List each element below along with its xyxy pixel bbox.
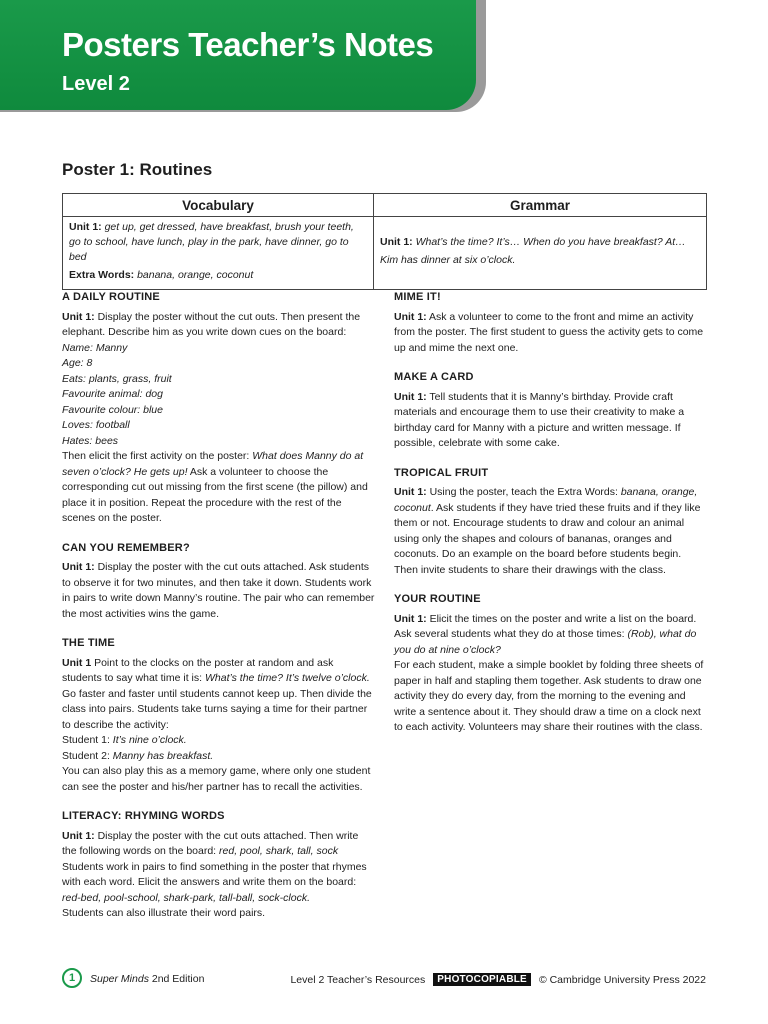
section-heading: TROPICAL FRUIT bbox=[394, 466, 489, 479]
section-heading: LITERACY: RHYMING WORDS bbox=[62, 810, 225, 822]
cue-age: Age: 8 bbox=[62, 357, 93, 369]
daily-intro bbox=[62, 310, 375, 341]
daily-p2-italic: What does Manny do at seven o’clock? He gets up! bbox=[62, 450, 364, 478]
unit-label: Unit 1: bbox=[394, 310, 427, 323]
brand-name: Super Minds bbox=[90, 973, 149, 985]
vocab-unit-line bbox=[69, 220, 367, 265]
time-text-a: Point to the clocks on the poster at random and ask students to say what time it is: bbox=[62, 656, 334, 684]
unit-label: Unit 1: bbox=[62, 561, 95, 573]
cue-loves: Loves: football bbox=[62, 419, 130, 431]
unit-label: Unit 1: bbox=[62, 829, 95, 842]
routine-text-italic: (Rob), what do you do at nine o’clock? bbox=[394, 628, 697, 656]
vocab-extra-label: Extra Words: bbox=[69, 269, 135, 281]
brand-edition: 2nd Edition bbox=[148, 973, 205, 985]
fruit-text-a: Using the poster, teach the Extra Words: bbox=[426, 486, 621, 498]
unit-label: Unit 1: bbox=[62, 310, 95, 323]
section-heading: YOUR ROUTINE bbox=[394, 593, 481, 605]
section-tropical-fruit bbox=[394, 466, 707, 579]
routine-text bbox=[394, 612, 707, 659]
grammar-cell bbox=[374, 217, 707, 290]
section-heading: A DAILY ROUTINE bbox=[62, 291, 160, 303]
student-2-line bbox=[62, 749, 375, 765]
student-1-text: It’s nine o’clock. bbox=[112, 734, 187, 746]
mime-text bbox=[394, 310, 707, 357]
header-banner bbox=[0, 0, 476, 110]
vocabulary-cell bbox=[63, 217, 374, 290]
page-subtitle: Level 2 bbox=[62, 73, 130, 95]
rhyming-text-c: Students can also illustrate their word pairs. bbox=[62, 907, 266, 919]
vocab-unit-text: get up, get dressed, have breakfast, brush your teeth, go to school, have lunch, play in the park, have dinner, go to bed bbox=[69, 221, 354, 263]
unit-label: Unit 1 bbox=[62, 656, 92, 669]
student-2-label: Student 2: bbox=[62, 749, 113, 762]
footer-brand bbox=[90, 973, 204, 985]
footer-copyright: © Cambridge University Press 2022 bbox=[538, 973, 706, 986]
section-heading: THE TIME bbox=[62, 637, 115, 649]
cue-hates: Hates: bees bbox=[62, 434, 119, 447]
footer-resources: Level 2 Teacher’s Resources bbox=[290, 973, 426, 986]
remember-text bbox=[62, 560, 375, 622]
section-the-time bbox=[62, 636, 375, 795]
rhyming-text-b: Students work in pairs to find something in the poster that rhymes with each word. Elicit the answers and write them on the board: bbox=[62, 860, 367, 888]
section-can-you-remember bbox=[62, 541, 375, 623]
daily-paragraph-2 bbox=[62, 449, 375, 527]
card-body: Tell students that it is Manny’s birthday. Provide craft materials and encourage them to use their creativity to make a birthday card for Manny with a picture and written message. If possible, celebrate with some cake. bbox=[394, 390, 685, 449]
vocabulary-header: Vocabulary bbox=[63, 194, 374, 217]
routine-text-a: Elicit the times on the poster and write a list on the board. Ask several students what they do at those times: bbox=[394, 612, 697, 640]
section-daily-routine bbox=[62, 290, 375, 527]
vocab-extra-text: banana, orange, coconut bbox=[137, 269, 254, 281]
left-column bbox=[62, 290, 375, 936]
vocab-unit-label: Unit 1: bbox=[69, 221, 102, 233]
daily-intro-text: Display the poster without the cut outs. Then present the elephant. Describe him as you write down cues on the board: bbox=[62, 310, 361, 338]
time-text-italic: What’s the time? It’s twelve o’clock. bbox=[204, 672, 370, 684]
section-heading: MIME IT! bbox=[394, 291, 441, 303]
card-text bbox=[394, 390, 707, 452]
section-heading: CAN YOU REMEMBER? bbox=[62, 541, 190, 554]
rhyming-text-a: Display the poster with the cut outs attached. Then write the following words on the board: bbox=[62, 829, 359, 857]
page-title: Posters Teacher’s Notes bbox=[62, 26, 434, 63]
cue-favourite-colour: Favourite colour: blue bbox=[62, 403, 163, 416]
daily-p2-b: Ask a volunteer to choose the corresponding cut out missing from the first scene (the pillow) and place it in position. Repeat the procedure with the rest of the scenes on the poster. bbox=[62, 465, 368, 524]
cue-name: Name: Manny bbox=[62, 341, 128, 354]
unit-label: Unit 1: bbox=[394, 612, 427, 625]
table-row bbox=[63, 217, 707, 290]
time-text-b: Go faster and faster until students cannot keep up. Then divide the class into pairs. Students take turns saying a time for their partner to describe the activity: bbox=[62, 687, 372, 731]
footer-right bbox=[290, 973, 706, 986]
time-text bbox=[62, 656, 375, 734]
rhyming-pairs: red-bed, pool-school, shark-park, tall-ball, sock-clock. bbox=[62, 891, 311, 904]
grammar-header: Grammar bbox=[374, 194, 707, 217]
section-mime-it bbox=[394, 290, 707, 356]
student-1-line bbox=[62, 733, 375, 749]
remember-body: Display the poster with the cut outs attached. Ask students to observe it for two minutes, and then take it down. Students work in pairs to write down Manny’s routine. The pair who can remember the most activities wins the game. bbox=[62, 561, 375, 620]
unit-label: Unit 1: bbox=[394, 486, 427, 498]
right-column bbox=[394, 290, 707, 750]
table-header-row bbox=[63, 194, 707, 217]
daily-p2-a: Then elicit the first activity on the poster: bbox=[62, 450, 253, 462]
grammar-unit-label: Unit 1: bbox=[380, 236, 413, 248]
section-make-a-card bbox=[394, 370, 707, 452]
vocab-grammar-table bbox=[62, 193, 707, 290]
photocopiable-badge: PHOTOCOPIABLE bbox=[433, 973, 531, 986]
grammar-unit-line bbox=[380, 235, 700, 250]
section-your-routine bbox=[394, 592, 707, 736]
section-rhyming-words bbox=[62, 809, 375, 922]
cue-eats: Eats: plants, grass, fruit bbox=[62, 372, 172, 385]
fruit-text-italic: banana, orange, coconut bbox=[394, 486, 698, 514]
routine-text-b: For each student, make a simple booklet by folding three sheets of paper in half and stapling them together. Ask students to draw one activity they do every day, from the morning to the evening and write a sentence about it. They should draw a time on a clock next to each activity. Volunteers may share their routines with the class. bbox=[394, 659, 704, 733]
section-heading: MAKE A CARD bbox=[394, 371, 474, 383]
unit-label: Unit 1: bbox=[394, 390, 427, 403]
grammar-line-2: Kim has dinner at six o’clock. bbox=[380, 254, 516, 266]
cue-favourite-animal: Favourite animal: dog bbox=[62, 388, 163, 400]
vocab-extra-line bbox=[69, 268, 367, 283]
rhyming-text bbox=[62, 829, 375, 860]
fruit-text-b: . Ask students if they have tried these fruits and if they like them or not. Encourage students to draw and colour an animal using only the shapes and colours of bananas, oranges and coconuts. Do an example on the board before students begin. Then invite students to share their drawings with the class. bbox=[394, 501, 701, 576]
student-2-text: Manny has breakfast. bbox=[112, 749, 214, 762]
fruit-text bbox=[394, 485, 707, 578]
memory-game-text: You can also play this as a memory game, where only one student can see the poster and his/her partner has to recall the activities. bbox=[62, 765, 371, 793]
mime-body: Ask a volunteer to come to the front and mime an activity from the poster. The first student to guess the activity gets to come up and mime the next one. bbox=[394, 310, 704, 354]
poster-title: Poster 1: Routines bbox=[62, 160, 213, 179]
student-1-label: Student 1: bbox=[62, 734, 113, 746]
page-number-badge: 1 bbox=[62, 968, 82, 988]
rhyming-words: red, pool, shark, tall, sock bbox=[219, 845, 339, 857]
grammar-unit-text: What’s the time? It’s… When do you have breakfast? At… bbox=[415, 236, 686, 248]
